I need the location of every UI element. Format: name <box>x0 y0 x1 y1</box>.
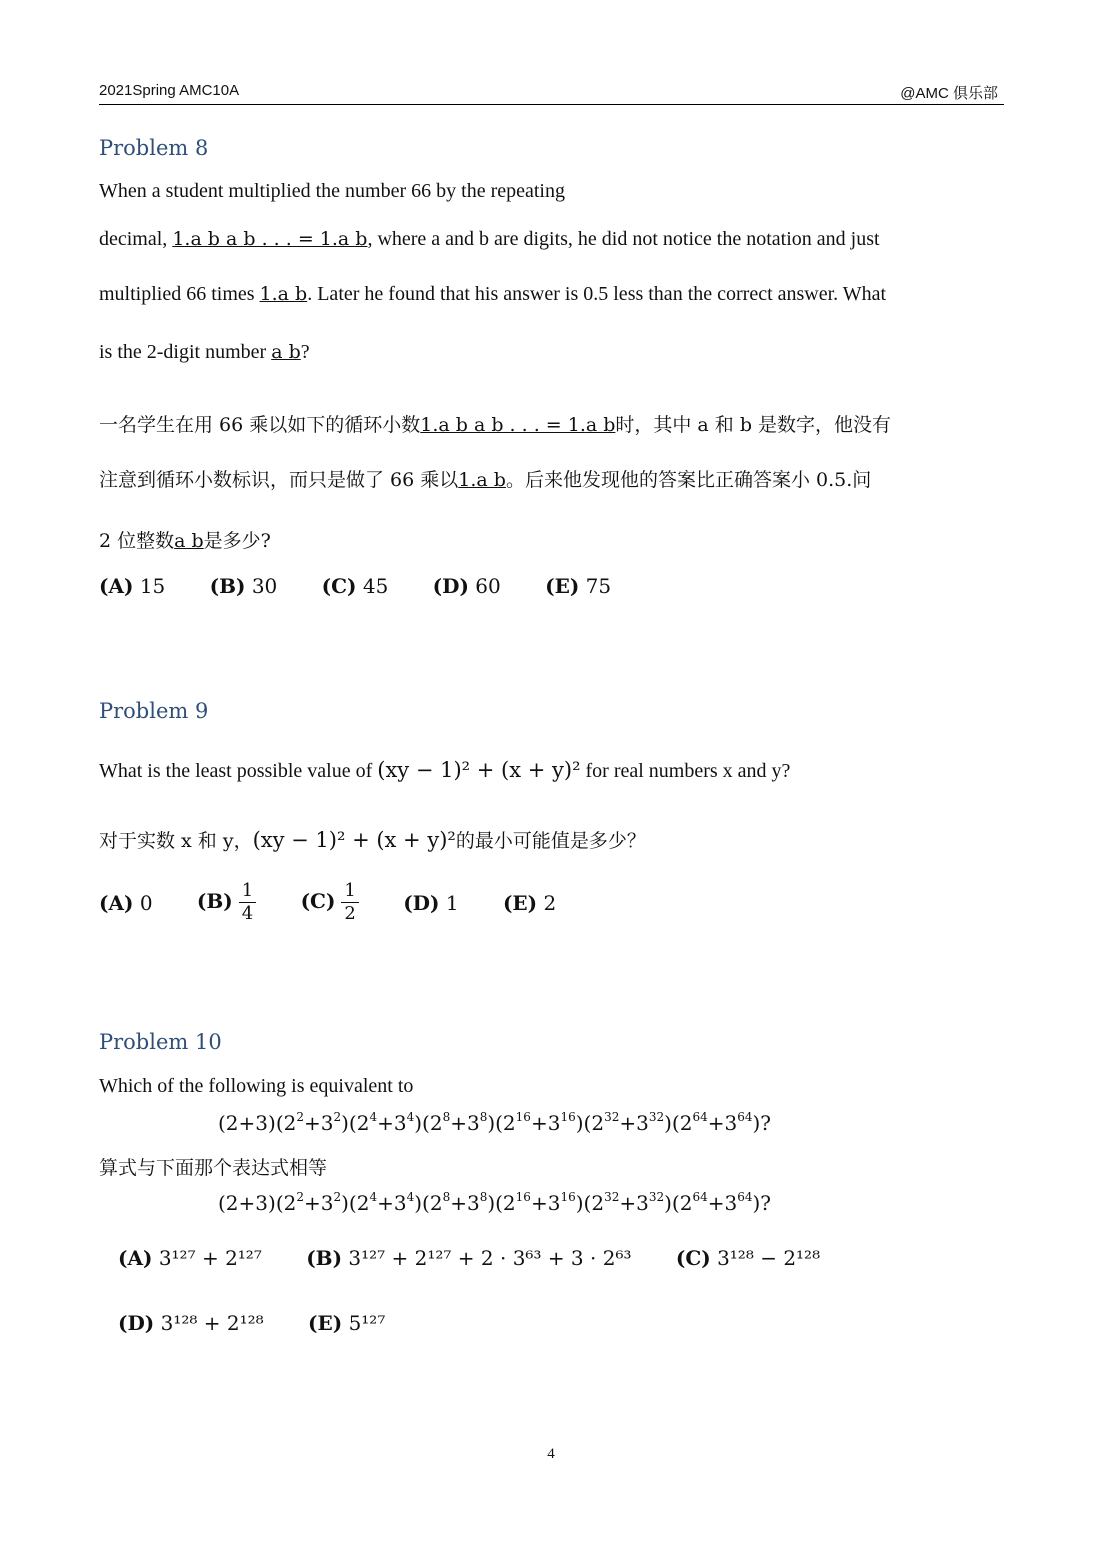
problem-8-title: Problem 8 <box>99 136 209 160</box>
p8-decimal-expr: 1.a b a b . . . = 1. <box>172 228 338 250</box>
p8-en-line-1: When a student multiplied the number 66 by the repeating <box>99 180 565 202</box>
p8-choice-b: (B) 30 <box>209 574 278 598</box>
p9-choice-a: (A) 0 <box>99 890 153 915</box>
p10-choice-d: (D) 3¹²⁸ + 2¹²⁸ <box>118 1311 264 1335</box>
p9-choice-e: (E) 2 <box>502 890 557 915</box>
p8-zh-line-1: 一名学生在用 66 乘以如下的循环小数1.a b a b . . . = 1.a b时，其中 a 和 b 是数字，他没有 <box>99 414 892 436</box>
p9-choice-d: (D) 1 <box>403 890 459 915</box>
header-left: 2021Spring AMC10A <box>99 82 240 99</box>
p8-en-line-4: is the 2-digit number a b? <box>99 341 310 363</box>
p10-choice-e: (E) 5¹²⁷ <box>308 1311 386 1335</box>
p10-en-line: Which of the following is equivalent to <box>99 1075 414 1097</box>
p8-choices <box>99 574 649 598</box>
p9-choices <box>99 880 594 925</box>
page-number: 4 <box>547 1446 555 1462</box>
p10-zh-line: 算式与下面那个表达式相等 <box>99 1157 328 1179</box>
p8-two-digit-expr: a b <box>271 341 301 363</box>
p8-choice-d: (D) 60 <box>432 574 501 598</box>
p8-repeating-bar: a b <box>337 228 368 250</box>
p10-choice-b: (B) 3¹²⁷ + 2¹²⁷ + 2 · 3⁶³ + 3 · 2⁶³ <box>306 1246 632 1270</box>
p10-choices-row-1 <box>118 1246 858 1270</box>
p8-choice-c: (C) 45 <box>321 574 389 598</box>
p10-choices-row-2 <box>118 1311 423 1335</box>
p8-zh-line-2: 注意到循环小数标识，而只是做了 66 乘以1.a b。后来他发现他的答案比正确答案小 0.5.问 <box>99 469 872 491</box>
problem-9-title: Problem 9 <box>99 699 209 723</box>
p10-choice-c: (C) 3¹²⁸ − 2¹²⁸ <box>675 1246 821 1270</box>
p8-en-line-2: decimal, 1.a b a b . . . = 1.a b, where a and b are digits, he did not notice the notation and just <box>99 228 880 250</box>
p8-en-line-3: multiplied 66 times 1.a b. Later he found that his answer is 0.5 less than the correct answer. What <box>99 283 887 305</box>
p8-choice-e: (E) 75 <box>545 574 612 598</box>
p10-product-expression-zh: $(2+3)(2^2+3^2)(2^4+3^4)(2^8+3^8)(2^{16}+3^{16})(2^{32}+3^{32})(2^{64}+3^{64})$? <box>218 1190 772 1215</box>
p8-non-repeating-expr: 1.a b <box>259 283 308 305</box>
p9-expression: (xy − 1)² + (x + y)² <box>377 758 581 782</box>
p9-choice-b: (B) $\frac{1}{4}$ <box>197 880 256 925</box>
page-header <box>99 80 1004 105</box>
p10-product-expression: $(2+3)(2^2+3^2)(2^4+3^4)(2^8+3^8)(2^{16}+3^{16})(2^{32}+3^{32})(2^{64}+3^{64})$? <box>218 1110 772 1135</box>
p9-choice-c: (C) $\frac{1}{2}$ <box>301 880 359 925</box>
p8-zh-line-3: 2 位整数a b是多少? <box>99 530 271 552</box>
problem-10-title: Problem 10 <box>99 1030 222 1054</box>
p9-zh-line: 对于实数 x 和 y，(xy − 1)² + (x + y)²的最小可能值是多少？ <box>99 828 646 852</box>
header-right: @AMC 俱乐部 <box>900 85 998 102</box>
p8-choice-a: (A) 15 <box>99 574 166 598</box>
p9-en-line: What is the least possible value of (xy − 1)² + (x + y)² for real numbers x and y? <box>99 758 791 782</box>
p10-choice-a: (A) 3¹²⁷ + 2¹²⁷ <box>118 1246 262 1270</box>
